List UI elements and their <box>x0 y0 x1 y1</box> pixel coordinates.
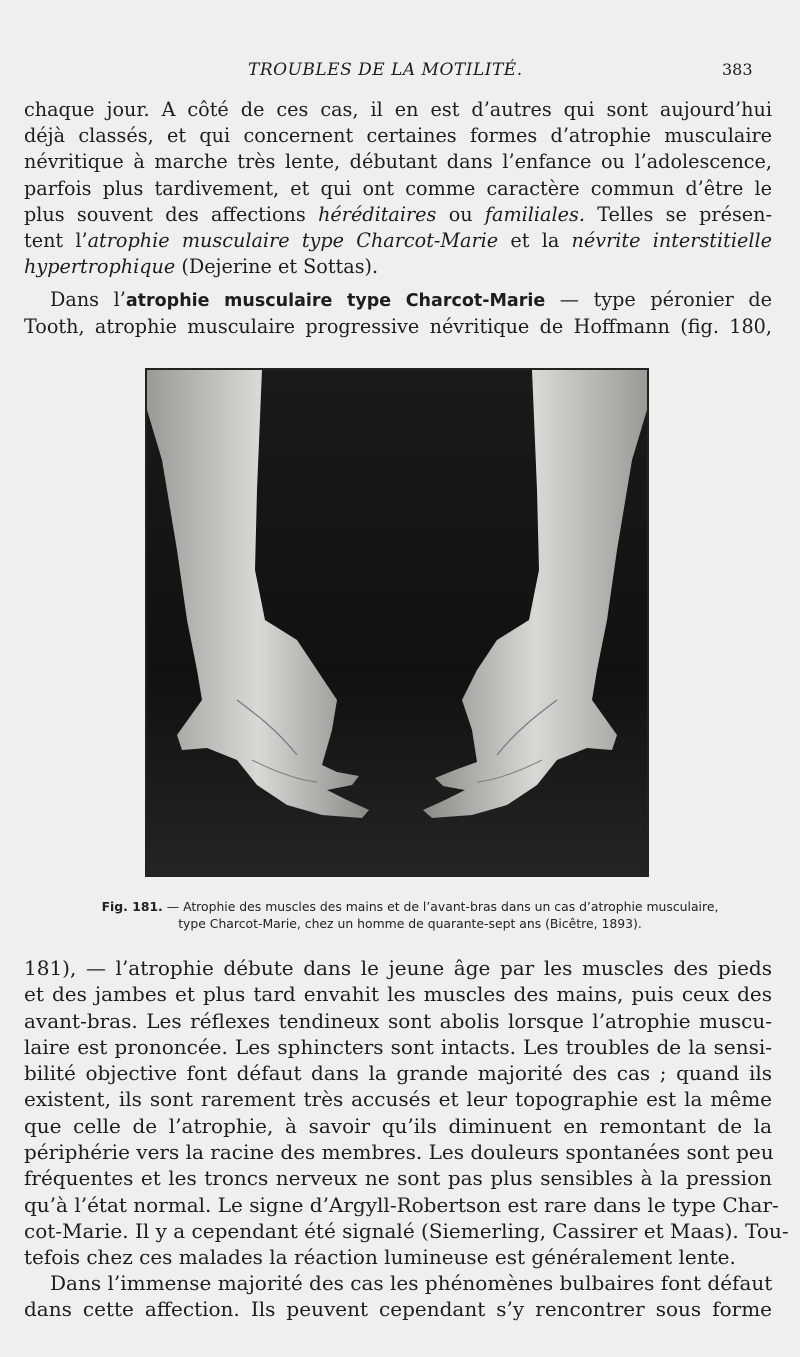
text-line: qu’à l’état normal. Le signe d’Argyll-Robertson est rare dans le type Char- <box>24 1192 779 1217</box>
text-line: avant-bras. Les réflexes tendineux sont abolis lorsque l’atrophie muscu- <box>24 1008 772 1033</box>
text-line: existent, ils sont rarement très accusés et leur topographie est la même <box>24 1087 772 1112</box>
paragraph-2 <box>24 287 772 340</box>
figure-label: Fig. 181. <box>101 899 163 914</box>
text-line: et des jambes et plus tard envahit les muscles des mains, puis ceux des <box>24 982 772 1007</box>
figure-photograph <box>145 368 649 877</box>
italic-term: névrite interstitielle <box>571 229 772 253</box>
text-run: plus souvent des affections <box>24 202 306 226</box>
running-head <box>0 60 800 84</box>
text-line: chaque jour. A côté de ces cas, il en est d’autres qui sont aujourd’hui <box>24 98 772 121</box>
text-line: que celle de l’atrophie, à savoir qu’ils diminuent en remontant de la <box>24 1113 772 1138</box>
text-line: déjà classés, et qui concernent certaines formes d’atrophie musculaire <box>24 124 772 148</box>
text-line: cot-Marie. Il y a cependant été signalé (Siemerling, Cassirer et Maas). Tou- <box>24 1218 789 1243</box>
text-run: Telles se présen- <box>597 202 772 226</box>
figure-caption <box>60 898 760 932</box>
text-run: Dans l’ <box>50 288 126 311</box>
text-line: bilité objective font défaut dans la grande majorité des cas ; quand ils <box>24 1061 772 1086</box>
italic-term: familiales. <box>484 202 585 226</box>
paragraph-3 <box>24 955 789 1271</box>
text-line: Dans l’immense majorité des cas les phénomènes bulbaires font défaut <box>50 1271 773 1295</box>
text-line: Tooth, atrophie musculaire progressive névritique de Hoffmann (fig. 180, <box>24 315 772 339</box>
page-number: 383 <box>722 60 753 79</box>
text-line <box>24 228 772 254</box>
text-line: névritique à marche très lente, débutant dans l’enfance ou l’adolescence, <box>24 150 772 174</box>
italic-term: hypertrophique <box>24 255 176 279</box>
paragraph-1 <box>24 97 772 280</box>
text-line: 181), — l’atrophie débute dans le jeune âge par les muscles des pieds <box>24 956 772 980</box>
caption-line: type Charcot-Marie, chez un homme de quarante-sept ans (Bicêtre, 1893). <box>178 916 642 931</box>
caption-line <box>60 898 760 915</box>
text-line: dans cette affection. Ils peuvent cependant s’y rencontrer sous forme <box>24 1297 772 1322</box>
bold-term: atrophie musculaire type Charcot-Marie <box>125 291 546 311</box>
text-line <box>24 287 772 314</box>
text-run: et la <box>510 229 560 253</box>
text-run: (Dejerine et Sottas). <box>181 255 379 279</box>
text-line <box>24 202 772 228</box>
text-line: tefois chez ces malades la réaction lumineuse est généralement lente. <box>24 1245 736 1270</box>
caption-text: — Atrophie des muscles des mains et de l’avant-bras dans un cas d’atrophie musculaire, <box>166 899 719 914</box>
text-line: périphérie vers la racine des membres. Les douleurs spontanées sont peu <box>24 1140 774 1165</box>
text-line: parfois plus tardivement, et qui ont comme caractère commun d’être le <box>24 176 772 200</box>
text-line <box>24 254 772 280</box>
text-run: tent l’ <box>24 229 88 253</box>
paragraph-4 <box>24 1270 772 1323</box>
text-run: — type péronier de <box>559 288 772 311</box>
text-line: fréquentes et les troncs nerveux ne sont pas plus sensibles à la pression <box>24 1166 772 1191</box>
text-line: laire est prononcée. Les sphincters sont intacts. Les troubles de la sensi- <box>24 1034 772 1059</box>
italic-term: atrophie musculaire type Charcot-Marie <box>87 229 499 253</box>
italic-term: héréditaires <box>318 202 437 226</box>
text-run: ou <box>448 202 473 226</box>
running-title: TROUBLES DE LA MOTILITÉ. <box>248 60 523 80</box>
